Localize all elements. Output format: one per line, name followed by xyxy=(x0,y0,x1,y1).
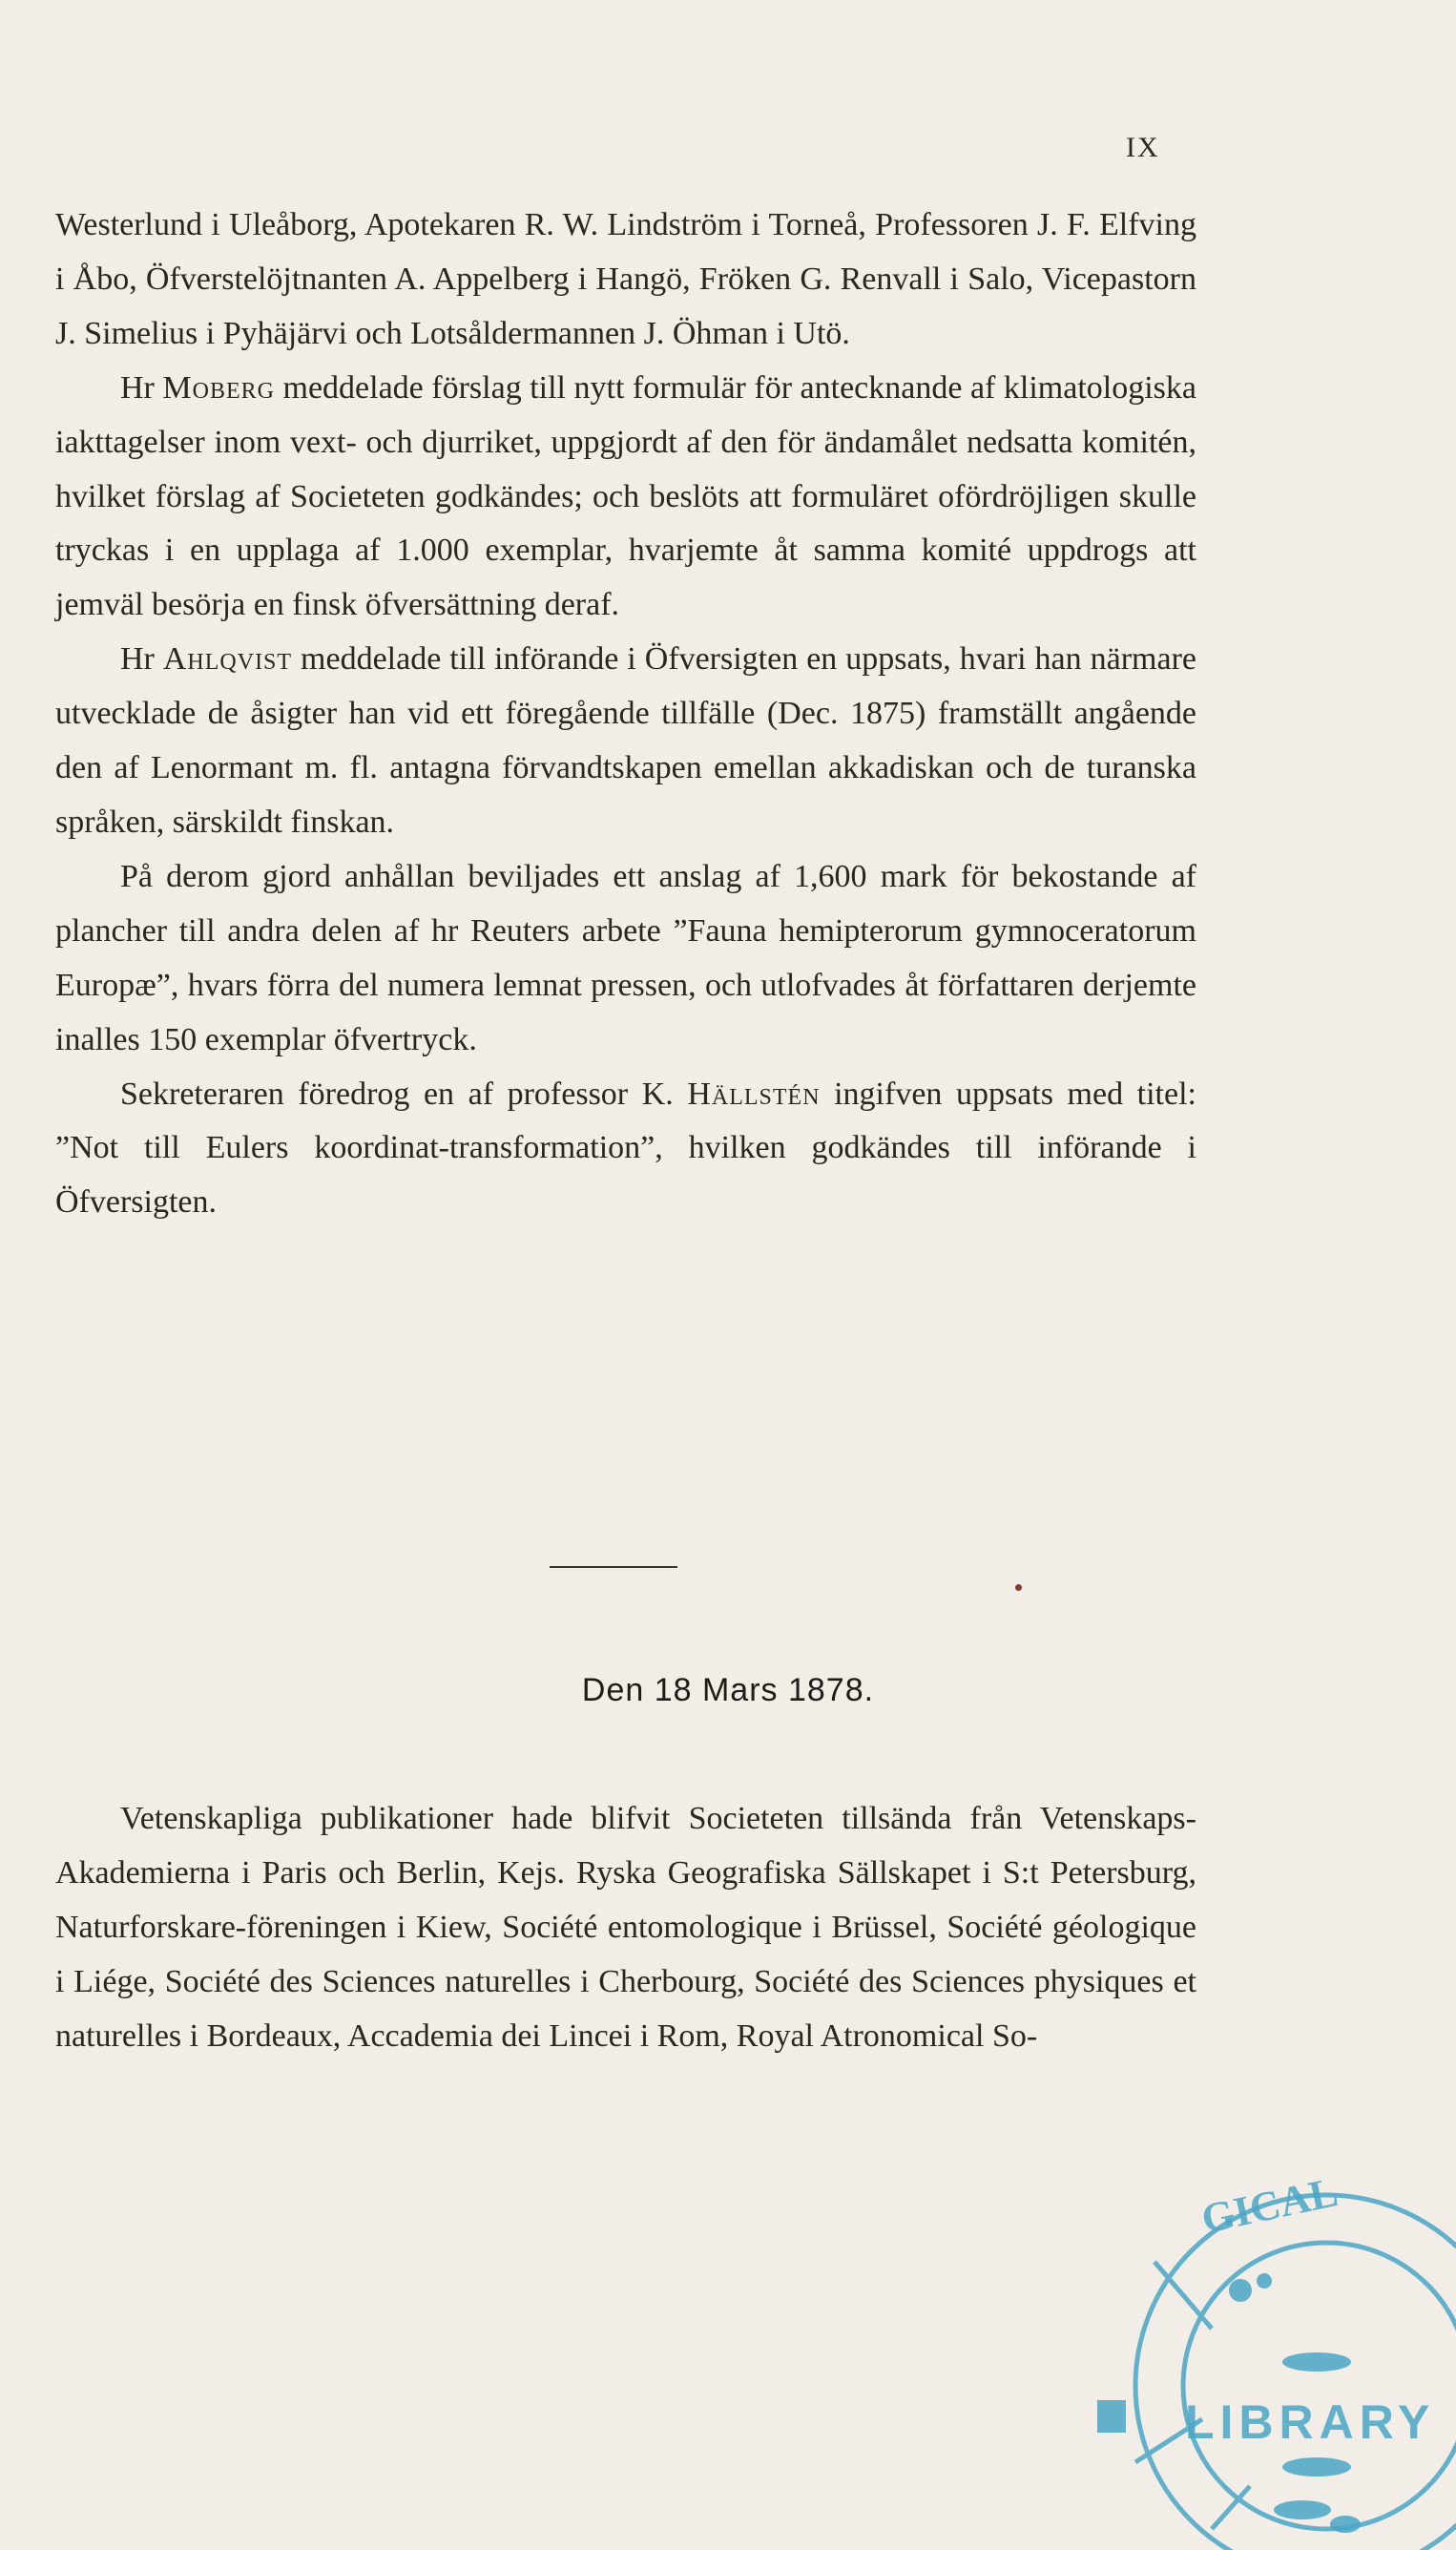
paragraph-ahlqvist: Hr Ahlqvist meddelade till införande i Öfversigten en uppsats, hvari han närmare utvecklade de åsigter han vid ett föregående tillfälle (Dec. 1875) framställt angående den af Lenormant m. fl. antagna förvandtskapen emellan akkadiskan och de turanska språken, särskildt finskan. xyxy=(55,641,1196,840)
section-divider xyxy=(550,1566,677,1568)
minutes-section-1 xyxy=(55,199,1196,1230)
ink-speck xyxy=(1015,1584,1022,1591)
paragraph-publications: Vetenskapliga publikationer hade blifvit Societeten tillsända från Vetenskaps-Akademierna i Paris och Berlin, Kejs. Ryska Geografiska Sällskapet i S:t Petersburg, Naturforskare-föreningen i Kiew, Société entomologique i Brüssel, Société géologique i Liége, Société des Sciences naturelles i Cherbourg, Société des Sciences physiques et naturelles i Bordeaux, Accademia dei Lincei i Rom, Royal Atronomical So- xyxy=(55,1801,1196,2054)
paragraph-grant: På derom gjord anhållan beviljades ett anslag af 1,600 mark för bekostande af plancher till andra delen af hr Reuters arbete ”Fauna hemipterorum gymnoceratorum Europæ”, hvars förra del numera lemnat pressen, och utlofvades åt författaren derjemte inalles 150 exemplar öfvertryck. xyxy=(55,858,1196,1057)
svg-text:LIBRARY: LIBRARY xyxy=(1185,2395,1436,2449)
person-name: Moberg xyxy=(162,369,275,406)
page-number: IX xyxy=(1126,132,1160,163)
meeting-date-heading: Den 18 Mars 1878. xyxy=(581,1672,875,1708)
minutes-section-2 xyxy=(55,1792,1196,2064)
paragraph-moberg: Hr Moberg meddelade förslag till nytt formulär för antecknande af klimatologiska iakttagelser inom vext- och djurriket, uppgjordt af den för ändamålet nedsatta komitén, hvilket förslag af Societeten godkändes; och beslöts att formuläret ofördröjligen skulle tryckas i en upplaga af 1.000 exemplar, hvarjemte åt samma komité uppdrogs att jemväl besörja en finsk öfversättning deraf. xyxy=(55,369,1196,623)
paragraph-hallsten: Sekreteraren föredrog en af professor K. Hällstén ingifven uppsats med titel: ”Not till Eulers koordinat-transformation”, hvilken godkändes till införande i Öfversigten. xyxy=(55,1076,1196,1221)
person-name: Ahlqvist xyxy=(162,641,293,678)
library-stamp xyxy=(1097,2147,1456,2550)
svg-text:GICAL: GICAL xyxy=(1197,2168,1342,2243)
person-name: Hällstén xyxy=(687,1076,821,1112)
library-stamp-icon xyxy=(1097,2147,1456,2550)
paragraph-new-members-continued: Westerlund i Uleåborg, Apotekaren R. W. Lindström i Torneå, Professoren J. F. Elfving i Åbo, Öfverstelöjtnanten A. Appelberg i Hangö, Fröken G. Renvall i Salo, Vicepastorn J. Simelius i Pyhäjärvi och Lotsåldermannen J. Öhman i Utö. xyxy=(55,207,1196,351)
